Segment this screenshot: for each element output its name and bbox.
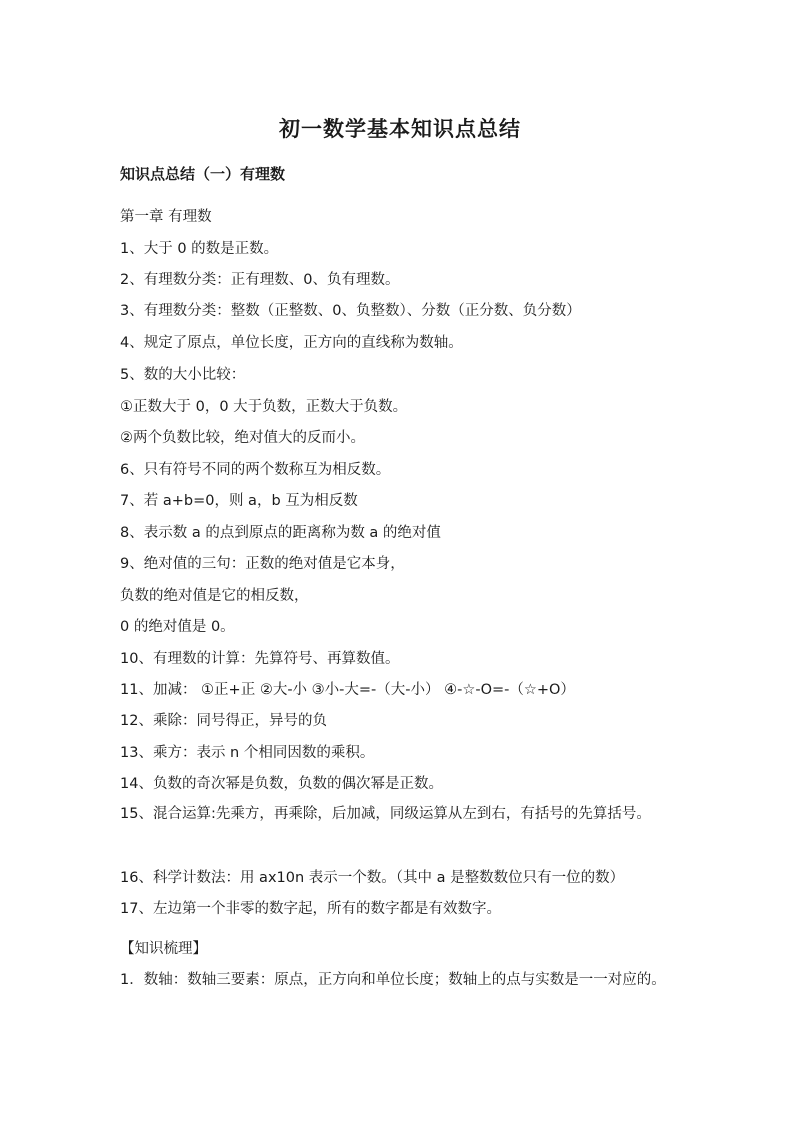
list-item: ②两个负数比较，绝对值大的反而小。: [120, 430, 365, 446]
list-item: 3、有理数分类：整数（正整数、0、负整数）、分数（正分数、负分数）: [120, 303, 581, 319]
list-item: 16、科学计数法：用 ax10n 表示一个数。（其中 a 是整数数位只有一位的数）: [120, 870, 625, 886]
list-item: 17、左边第一个非零的数字起，所有的数字都是有效数字。: [120, 901, 501, 917]
list-item: 5、数的大小比较：: [120, 367, 246, 383]
list-item: 15、混合运算:先乘方，再乘除，后加减，同级运算从左到右，有括号的先算括号。: [120, 806, 651, 822]
list-item: 10、有理数的计算：先算符号、再算数值。: [120, 651, 400, 667]
list-item: 6、只有符号不同的两个数称互为相反数。: [120, 462, 391, 478]
chapter-heading: 第一章 有理数: [120, 209, 212, 225]
list-item: ①正数大于 0，0 大于负数，正数大于负数。: [120, 399, 408, 415]
list-item: 8、表示数 a 的点到原点的距离称为数 a 的绝对值: [120, 525, 441, 541]
list-item: 14、负数的奇次幂是负数，负数的偶次幂是正数。: [120, 776, 443, 792]
list-item: 2、有理数分类：正有理数、0、负有理数。: [120, 272, 400, 288]
document-title: 初一数学基本知识点总结: [279, 116, 521, 141]
section-title: 知识点总结（一）有理数: [120, 165, 286, 183]
list-item: 12、乘除：同号得正，异号的负: [120, 713, 327, 729]
list-item: 13、乘方：表示 n 个相同因数的乘积。: [120, 745, 375, 761]
list-item: 4、规定了原点，单位长度，正方向的直线称为数轴。: [120, 335, 463, 351]
list-item: 负数的绝对值是它的相反数，: [120, 588, 309, 604]
list-item: 9、绝对值的三句：正数的绝对值是它本身，: [120, 556, 405, 572]
list-item: 11、加减： ①正+正 ②大-小 ③小-大=-（大-小） ④-☆-O=-（☆+O）: [120, 682, 575, 698]
list-item: 1、大于 0 的数是正数。: [120, 241, 279, 257]
list-item: 1．数轴：数轴三要素：原点，正方向和单位长度；数轴上的点与实数是一一对应的。: [120, 972, 666, 988]
list-item: 7、若 a+b=0，则 a，b 互为相反数: [120, 493, 358, 509]
knowledge-heading: 【知识梳理】: [120, 941, 207, 957]
list-item: 0 的绝对值是 0。: [120, 619, 235, 635]
